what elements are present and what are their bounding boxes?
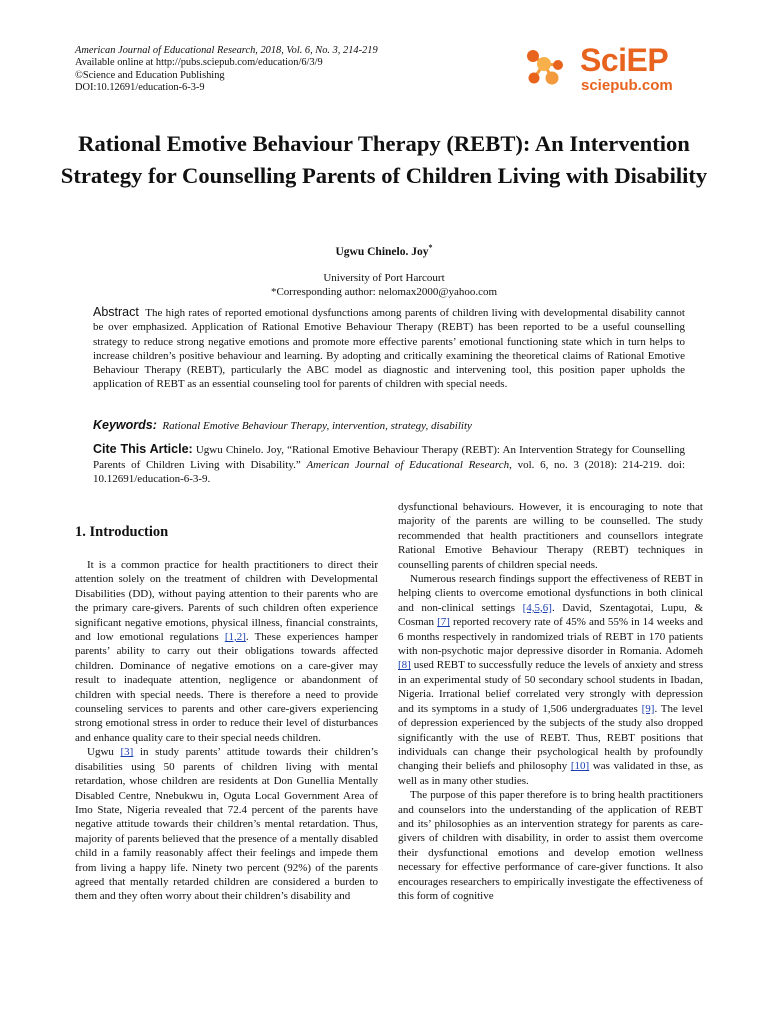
text-run: reported recovery rate of 45% and 55% in 14 weeks and 6 months respectively in randomized trials of REBT in 170 patients with non-psychotic major depressive disorder in Romania. Adomeh [398, 616, 704, 658]
paragraph [398, 572, 703, 788]
citation-link[interactable]: [9] [641, 702, 655, 715]
text-run: used REBT to successfully reduce the levels of anxiety and stress in an experimental study of 50 secondary school students in Ibadan, Nigeria. Irrational belief correlated very strongly with depression and its symptoms in a study of 1,506 undergraduates [398, 659, 704, 715]
abstract-label: Abstract [93, 305, 139, 319]
text-run: was validated in thse, as well as in many other studies. [398, 760, 704, 787]
citation-link[interactable]: [10] [570, 760, 590, 773]
sciep-brand-name: SciEP [580, 42, 669, 78]
citation-link[interactable]: [1,2] [224, 631, 246, 644]
molecule-icon [527, 50, 563, 85]
cite-label: Cite This Article: [93, 442, 193, 456]
journal-header [75, 45, 378, 95]
right-column [398, 500, 703, 903]
cite-tail: , vol. 6, no. 3 (2018): 214-219. doi: 10.12691/education-6-3-9. [93, 458, 685, 486]
section-heading-introduction: 1. Introduction [75, 524, 169, 540]
keywords-text: Rational Emotive Behaviour Therapy, intervention, strategy, disability [162, 420, 472, 432]
text-run: in study parents’ attitude towards their children’s disabilities using 50 parents of children living with mental retardation, whose children are residents at Don Gunellia Mentally Disabled Centre, Nnebukwu in, Oguta Local Government Area of Imo State, Nigeria revealed that 72.4 percent of the parents have negative attitude towards their children’s mental retardation. Thus, majority of parents believed that the presence of a mentally disabled child in a family reasonably affect their feelings and impede them from living a happy life. Ninety two percent (92%) of the parents agreed that mentally retarded children are considered a burden to them and they often worry about their children’s disability and [75, 746, 379, 903]
keywords-label: Keywords: [93, 418, 157, 432]
author-name: Ugwu Chinelo. Joy [335, 245, 429, 258]
citation-link[interactable]: [4,5,6] [522, 601, 552, 614]
cite-text: Ugwu Chinelo. Joy, “Rational Emotive Behaviour Therapy (REBT): An Intervention Strategy for Counselling Parents of Children Living with Disability.” [93, 444, 686, 471]
online-availability-line[interactable]: Available online at http://pubs.sciepub.com/education/6/3/9 [75, 57, 323, 69]
text-run: . These experiences hamper parents’ ability to carry out their obligations towards affected children. Dominance of negative emotions on a care-giver may result to inadequate attention, negligence or abandonment of children with special needs. There is therefore a need to provide counseling services to parents and other care-givers experiencing strong emotional stress in order to reduce their level of disturbances and enhance quality care to their special needs children. [75, 631, 379, 744]
paragraph: dysfunctional behaviours. However, it is encouraging to note that majority of the parents are willing to be counselled. The study recommended that health practitioners and counsellors integrate Rational Emotive Behaviour Therapy (REBT) techniques in counselling parents of children special needs. [398, 501, 703, 571]
text-run: Ugwu [87, 746, 114, 759]
citation-link[interactable]: [7] [437, 616, 450, 629]
paragraph [75, 745, 378, 903]
cite-this-article [93, 442, 685, 487]
abstract [93, 305, 685, 392]
abstract-text: The high rates of reported emotional dysfunctions among parents of children living with developmental disability cannot be over emphasized. Application of Rational Emotive Behaviour Therapy (REBT) has been reported to be a useful counselling strategy to reduce strong negative emotions and promote more effective parents’ emotional functioning state which in turn helps to increase children’s positive behaviour and learning. By adopting and critically examining the theoretical claims of Rational Emotive Behaviour Therapy (REBT), particularly the ABC model as diagnostic and intervening tool, this position paper upholds the application of REBT as an essential counseling tool for parents of children with special needs. [93, 307, 685, 391]
text-run: . David, Szentagotai, Lupu, & Cosman [398, 601, 703, 629]
left-column [75, 558, 378, 904]
affiliation: University of Port Harcourt [323, 272, 445, 284]
paper-title: Rational Emotive Behaviour Therapy (REBT): An Intervention Strategy for Counselling Parents of Children Living with Disability [60, 131, 708, 188]
text-run: . The level of depression experienced by the subjects of the study also dropped significantly with the use of REBT. Thus, REBT positions that individuals can change their psychological health by profoundly changing their beliefs and philosophy [398, 702, 704, 773]
keywords [93, 418, 685, 433]
cite-journal: American Journal of Educational Research [306, 458, 510, 471]
publisher-line: ©Science and Education Publishing [75, 69, 225, 81]
text-run: It is a common practice for health practitioners to direct their attention solely on the treatment of children with Developmental Disabilities (DD), without paying attention to their parents who are the primary care-givers. Parents of such children often experience significant negative emotions, physical illness, financial constraints, and low emotional regulations [75, 559, 378, 644]
citation-link[interactable]: [8] [398, 659, 411, 672]
paragraph [75, 558, 378, 745]
journal-citation-line: American Journal of Educational Research, 2018, Vol. 6, No. 3, 214-219 [75, 45, 378, 56]
citation-link[interactable]: [3] [120, 746, 134, 759]
sciep-brand-url[interactable]: sciepub.com [581, 77, 673, 94]
corresponding-author: *Corresponding author: nelomax2000@yahoo.com [270, 286, 498, 298]
paragraph: The purpose of this paper therefore is to bring health practitioners and counselors into the understanding of the application of REBT and its’ philosophies as an intervention strategy for parents as care-givers of children with disability, in order to assist them overcome their dysfunctional emotions and develop emotion wellness necessary for effective performance of care-giver functions. It also encourages researchers to empirically investigate the effectiveness of this form of cognitive [398, 789, 703, 902]
affiliation-block [0, 271, 768, 299]
text-run: Numerous research findings support the effectiveness of REBT in helping clients to overcome emotional dysfunctions in both clinical and non-clinical settings [398, 573, 703, 614]
doi-line[interactable]: DOI:10.12691/education-6-3-9 [75, 82, 205, 94]
corresponding-mark: * [428, 243, 433, 252]
author-line [0, 243, 768, 258]
